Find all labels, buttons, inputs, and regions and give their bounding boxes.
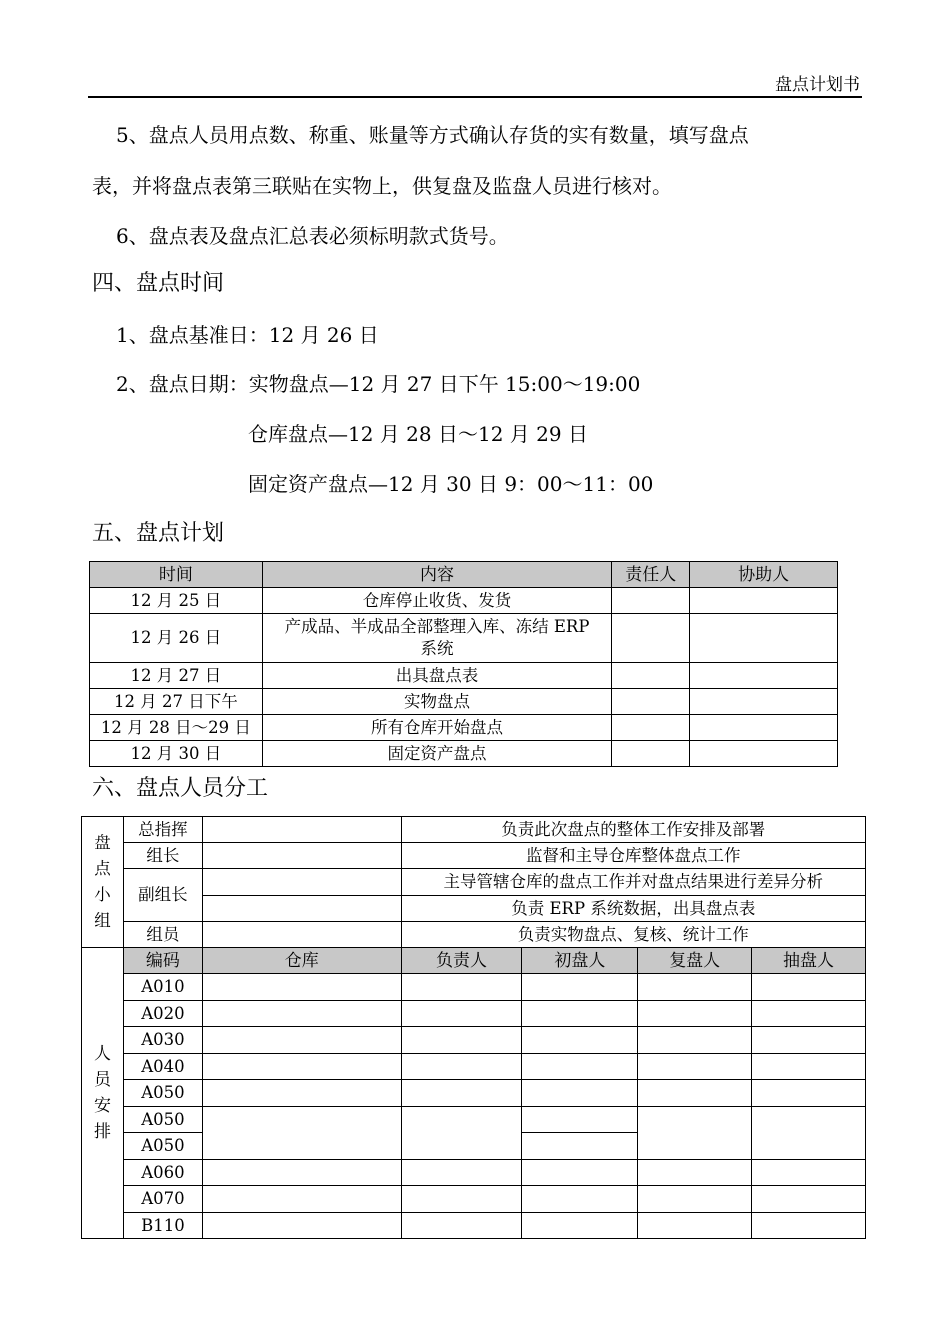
row-content: 出具盘点表 xyxy=(262,663,612,689)
base-date-line: 1、盘点基准日：12 月 26 日 xyxy=(116,323,379,347)
role-label: 组长 xyxy=(123,843,202,869)
plan-table-header xyxy=(90,562,838,588)
header-divider xyxy=(88,96,862,98)
row-time: 12 月 26 日 xyxy=(90,614,263,663)
table-row xyxy=(90,689,838,715)
warehouse-cell xyxy=(202,1186,401,1213)
role-duty: 监督和主导仓库整体盘点工作 xyxy=(401,843,865,869)
code-cell: B110 xyxy=(123,1213,202,1239)
code-cell: A050 xyxy=(123,1133,202,1160)
table-row xyxy=(82,1027,866,1054)
cell-responsible xyxy=(612,741,690,767)
section-5-heading: 五、盘点计划 xyxy=(92,521,225,546)
arrange-label-char: 人 xyxy=(93,1044,111,1064)
cell-responsible xyxy=(612,614,690,663)
header-spot-check: 抽盘人 xyxy=(752,948,866,974)
count-date-line: 2、盘点日期：实物盘点—12 月 27 日下午 15:00～19:00 xyxy=(116,372,641,396)
row-content xyxy=(262,614,612,663)
table-row xyxy=(90,588,838,614)
first-count-cell xyxy=(522,1027,638,1054)
owner-cell xyxy=(401,1213,522,1239)
code-cell: A020 xyxy=(123,1001,202,1027)
row-content: 所有仓库开始盘点 xyxy=(262,715,612,741)
owner-cell xyxy=(401,1027,522,1054)
owner-cell xyxy=(401,1001,522,1027)
code-cell: A050 xyxy=(123,1107,202,1133)
role-row xyxy=(82,869,866,896)
table-row xyxy=(90,663,838,689)
spot-check-cell xyxy=(752,1213,866,1239)
spot-check-cell xyxy=(752,974,866,1001)
row-content: 固定资产盘点 xyxy=(262,741,612,767)
role-duty: 负责 ERP 系统数据，出具盘点表 xyxy=(401,896,865,922)
role-row xyxy=(82,922,866,948)
cell-responsible xyxy=(612,715,690,741)
row-time: 12 月 27 日 xyxy=(90,663,263,689)
owner-cell xyxy=(401,974,522,1001)
plan-table xyxy=(89,561,838,767)
table-row xyxy=(82,1213,866,1239)
table-row xyxy=(90,715,838,741)
recount-cell xyxy=(638,1160,752,1186)
table-row xyxy=(90,614,838,663)
owner-cell xyxy=(401,1054,522,1080)
warehouse-cell xyxy=(202,1160,401,1186)
group-label-char: 点 xyxy=(94,859,111,878)
spot-check-cell xyxy=(752,1080,866,1107)
recount-cell xyxy=(638,1054,752,1080)
spot-check-cell xyxy=(752,1001,866,1027)
header-content: 内容 xyxy=(262,562,612,588)
arrange-header xyxy=(82,948,866,974)
row-content-line2: 系统 xyxy=(420,639,454,658)
spot-check-cell xyxy=(752,1160,866,1186)
recount-cell xyxy=(638,1186,752,1213)
warehouse-cell xyxy=(202,1213,401,1239)
spot-check-cell xyxy=(752,1027,866,1054)
warehouse-cell xyxy=(202,974,401,1001)
arrange-label-char: 安 xyxy=(93,1096,111,1116)
table-row xyxy=(82,1160,866,1186)
paragraph-6: 6、盘点表及盘点汇总表必须标明款式货号。 xyxy=(116,224,509,248)
recount-cell xyxy=(638,1027,752,1054)
row-content: 实物盘点 xyxy=(262,689,612,715)
spot-check-cell xyxy=(752,1107,866,1160)
fixed-asset-count-line: 固定资产盘点—12 月 30 日 9：00～11：00 xyxy=(248,472,654,496)
group-label-char: 小 xyxy=(94,885,111,904)
header-title: 盘点计划书 xyxy=(775,75,860,95)
cell-responsible xyxy=(612,663,690,689)
header-owner: 负责人 xyxy=(401,948,522,974)
header-first-count: 初盘人 xyxy=(522,948,638,974)
owner-cell xyxy=(401,1107,522,1160)
cell-assistant xyxy=(690,741,838,767)
table-row xyxy=(82,1186,866,1213)
first-count-cell xyxy=(522,1213,638,1239)
group-label xyxy=(82,817,124,948)
cell-responsible xyxy=(612,689,690,715)
paragraph-5-line1: 5、盘点人员用点数、称重、账量等方式确认存货的实有数量，填写盘点 xyxy=(116,123,749,147)
recount-cell xyxy=(638,1213,752,1239)
code-cell: A050 xyxy=(123,1080,202,1107)
first-count-cell xyxy=(522,1133,638,1160)
code-cell: A040 xyxy=(123,1054,202,1080)
role-person xyxy=(202,817,401,843)
first-count-cell xyxy=(522,1107,638,1133)
warehouse-cell xyxy=(202,1080,401,1107)
cell-assistant xyxy=(690,614,838,663)
table-row xyxy=(82,1107,866,1133)
header-warehouse: 仓库 xyxy=(202,948,401,974)
owner-cell xyxy=(401,1160,522,1186)
recount-cell xyxy=(638,1001,752,1027)
first-count-cell xyxy=(522,974,638,1001)
owner-cell xyxy=(401,1186,522,1213)
code-cell: A060 xyxy=(123,1160,202,1186)
recount-cell xyxy=(638,1080,752,1107)
first-count-cell xyxy=(522,1054,638,1080)
group-label-char: 组 xyxy=(94,911,111,930)
role-duty: 负责实物盘点、复核、统计工作 xyxy=(401,922,865,948)
row-time: 12 月 25 日 xyxy=(90,588,263,614)
cell-assistant xyxy=(690,715,838,741)
table-row xyxy=(82,974,866,1001)
role-person xyxy=(202,922,401,948)
warehouse-cell xyxy=(202,1001,401,1027)
arrange-label-char: 排 xyxy=(93,1122,111,1142)
table-row xyxy=(90,741,838,767)
role-label: 总指挥 xyxy=(123,817,202,843)
paragraph-5-line2: 表，并将盘点表第三联贴在实物上，供复盘及监盘人员进行核对。 xyxy=(92,174,672,198)
row-time: 12 月 28 日～29 日 xyxy=(90,715,263,741)
warehouse-cell xyxy=(202,1054,401,1080)
role-row xyxy=(82,817,866,843)
first-count-cell xyxy=(522,1080,638,1107)
role-label: 组员 xyxy=(123,922,202,948)
first-count-cell xyxy=(522,1001,638,1027)
cell-assistant xyxy=(690,663,838,689)
first-count-cell xyxy=(522,1160,638,1186)
role-row xyxy=(82,843,866,869)
warehouse-cell xyxy=(202,1107,401,1160)
header-code: 编码 xyxy=(123,948,202,974)
recount-cell xyxy=(638,974,752,1001)
owner-cell xyxy=(401,1080,522,1107)
warehouse-cell xyxy=(202,1027,401,1054)
table-row xyxy=(82,1001,866,1027)
section-6-heading: 六、盘点人员分工 xyxy=(92,776,269,801)
cell-assistant xyxy=(690,588,838,614)
cell-responsible xyxy=(612,588,690,614)
table-row xyxy=(82,1080,866,1107)
recount-cell xyxy=(638,1107,752,1160)
role-person xyxy=(202,843,401,869)
row-content: 仓库停止收货、发货 xyxy=(262,588,612,614)
spot-check-cell xyxy=(752,1186,866,1213)
row-time: 12 月 30 日 xyxy=(90,741,263,767)
staff-table xyxy=(81,816,866,1239)
spot-check-cell xyxy=(752,1054,866,1080)
code-cell: A070 xyxy=(123,1186,202,1213)
role-person xyxy=(202,896,401,922)
table-row xyxy=(82,1054,866,1080)
arrange-label-char: 员 xyxy=(93,1070,111,1090)
role-label: 副组长 xyxy=(123,869,202,922)
cell-assistant xyxy=(690,689,838,715)
header-responsible: 责任人 xyxy=(612,562,690,588)
header-assistant: 协助人 xyxy=(690,562,838,588)
code-cell: A030 xyxy=(123,1027,202,1054)
warehouse-count-line: 仓库盘点—12 月 28 日～12 月 29 日 xyxy=(248,422,588,446)
group-label-char: 盘 xyxy=(94,833,111,852)
section-4-heading: 四、盘点时间 xyxy=(92,271,225,296)
header-time: 时间 xyxy=(90,562,263,588)
role-person xyxy=(202,869,401,896)
row-time: 12 月 27 日下午 xyxy=(90,689,263,715)
row-content-line1: 产成品、半成品全部整理入库、冻结 ERP xyxy=(284,617,590,636)
code-cell: A010 xyxy=(123,974,202,1001)
first-count-cell xyxy=(522,1186,638,1213)
header-recount: 复盘人 xyxy=(638,948,752,974)
role-duty: 负责此次盘点的整体工作安排及部署 xyxy=(401,817,865,843)
role-duty: 主导管辖仓库的盘点工作并对盘点结果进行差异分析 xyxy=(401,869,865,896)
arrange-label xyxy=(82,948,124,1239)
